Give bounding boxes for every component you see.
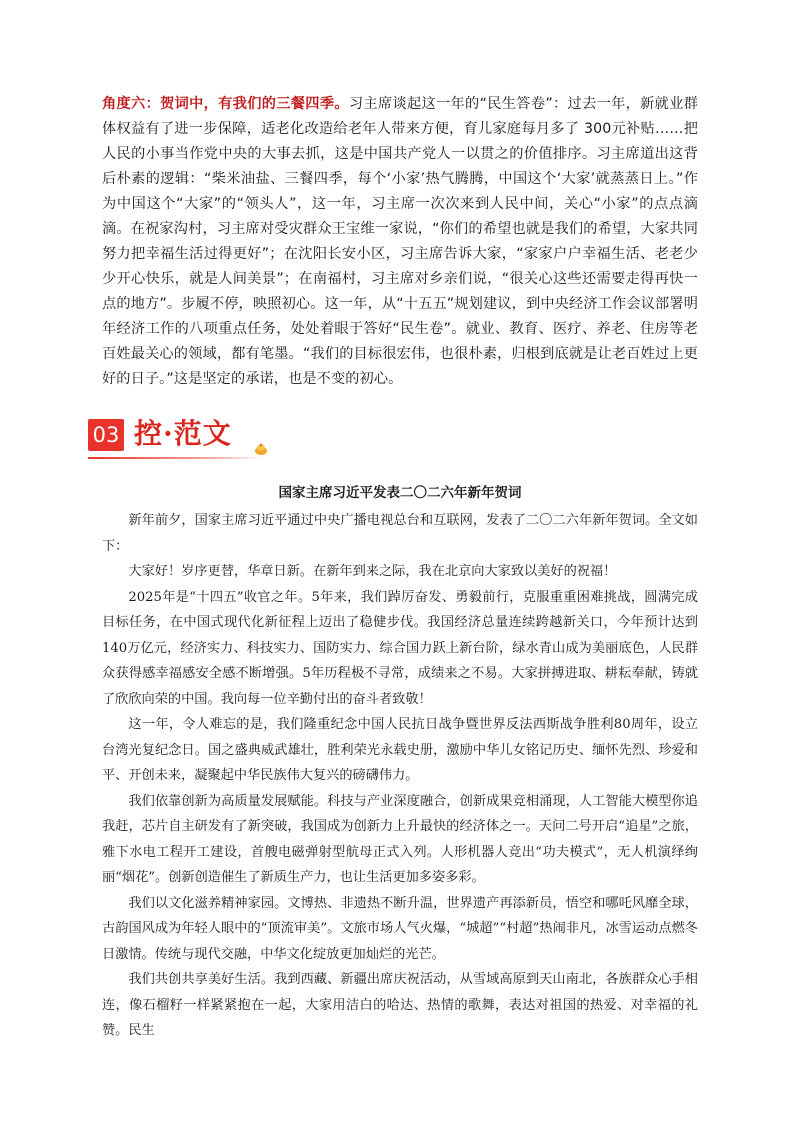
- speech-paragraph: 我们以文化滋养精神家园。文博热、非遗热不断升温，世界遗产再添新员，悟空和哪吒风靡全球，古韵国风成为年轻人眼中的“顶流审美”。文旅市场人气火爆，“城超”“村超”热闹非凡，冰雪运动点燃冬日激情。传统与现代交融，中华文化绽放更加灿烂的光芒。: [102, 895, 698, 962]
- angle-heading: 角度六：贺词中，有我们的三餐四季。: [102, 96, 349, 112]
- speech-paragraph: 大家好！岁序更替，华章日新。在新年到来之际，我在北京向大家致以美好的祝福！: [128, 564, 617, 579]
- speech-paragraph: 2025年是“十四五”收官之年。5年来，我们踔厉奋发、勇毅前行，克服重重困难挑战，圆满完成目标任务，在中国式现代化新征程上迈出了稳健步伐。我国经济总量连续跨越新关口，今年预计达到140万亿元，经济实力、科技实力、国防实力、综合国力跃上新台阶，绿水青山成为美丽底色，人民群众获得感幸福感安全感不断增强。5年历程极不寻常，成绩来之不易。大家拼搏进取、耕耘奉献，铸就了欣欣向荣的中国。我向每一位辛勤付出的奋斗者致敬！: [102, 589, 698, 707]
- speech-title: 国家主席习近平发表二〇二六年新年贺词: [278, 485, 522, 501]
- decoration-icon: [254, 443, 268, 455]
- speech-paragraph: 这一年，令人难忘的是，我们隆重纪念中国人民抗日战争暨世界反法西斯战争胜利80周年，设立台湾光复纪念日。国之盛典威武雄壮，胜利荣光永载史册，激励中华儿女铭记历史、缅怀先烈、珍爱和平、开创未来，凝聚起中华民族伟大复兴的磅礴伟力。: [102, 717, 698, 783]
- section-title: 控·范文: [134, 417, 232, 450]
- speech-paragraph: 我们共创共享美好生活。我到西藏、新疆出席庆祝活动，从雪域高原到天山南北，各族群众心手相连，像石榴籽一样紧紧抱在一起，大家用洁白的哈达、热情的歌舞，表达对祖国的热爱、对幸福的礼赞。民生: [102, 972, 698, 1038]
- section-number-badge: 03: [88, 419, 124, 451]
- speech-paragraph: 我们依靠创新为高质量发展赋能。科技与产业深度融合，创新成果竞相涌现，人工智能大模型你追我赶，芯片自主研发有了新突破，我国成为创新力上升最快的经济体之一。天问二号开启“追星”之旅，雅下水电工程开工建设，首艘电磁弹射型航母正式入列。人形机器人竞出“功夫模式”，无人机演绎绚丽“烟花”。创新创造催生了新质生产力，也让生活更加多姿多彩。: [102, 793, 698, 885]
- section-underline: [88, 457, 264, 459]
- speech-body: [102, 508, 698, 1044]
- section-header: [88, 413, 278, 463]
- analysis-paragraph: [102, 92, 698, 392]
- analysis-body: 习主席谈起这一年的“民生答卷”：过去一年，新就业群体权益有了进一步保障，适老化改造给老年人带来方便，育儿家庭每月多了 300元补贴……把人民的小事当作党中央的大事去抓，这是中国共产党人一以贯之的价值排序。习主席道出这背后朴素的逻辑：“柴米油盐、三餐四季，每个‘小家’热气腾腾，中国这个‘大家’就蒸蒸日上。”作为中国这个“大家”的“领头人”，这一年，习主席一次次来到人民中间，关心“小家”的点点滴滴。在祝家沟村，习主席对受灾群众王宝维一家说，“你们的希望也就是我们的希望，大家共同努力把幸福生活过得更好”；在沈阳长安小区，习主席告诉大家，“家家户户幸福生活、老老少少开心快乐，就是人间美景”；在南福村，习主席对乡亲们说，“很关心这些还需要走得再快一点的地方”。步履不停，映照初心。这一年，从“十五五”规划建议，到中央经济工作会议部署明年经济工作的八项重点任务，处处着眼于答好“民生卷”。就业、教育、医疗、养老、住房等老百姓最关心的领域，都有笔墨。“我们的目标很宏伟，也很朴素，归根到底就是让老百姓过上更好的日子。”这是坚定的承诺，也是不变的初心。: [102, 96, 699, 387]
- speech-paragraph: 新年前夕，国家主席习近平通过中央广播电视总台和互联网，发表了二〇二六年新年贺词。全文如下：: [102, 513, 698, 554]
